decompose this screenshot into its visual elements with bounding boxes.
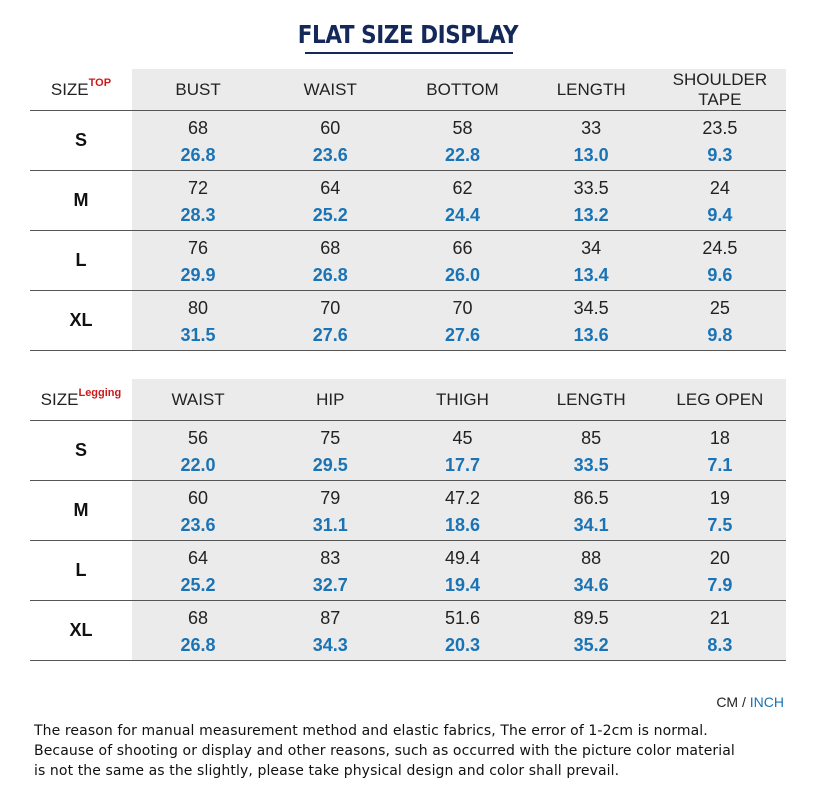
measurement-cell <box>132 171 264 231</box>
header-row <box>30 379 786 421</box>
measurement-cell <box>132 111 264 171</box>
measurement-cell <box>529 421 654 481</box>
cm-value: 76 <box>188 237 209 258</box>
cm-value: 83 <box>320 547 341 568</box>
size-label: L <box>30 231 132 291</box>
cm-value: 72 <box>188 177 209 198</box>
unit-inch: INCH <box>749 694 784 710</box>
measurement-cell <box>264 481 396 541</box>
inch-value: 13.6 <box>573 324 609 345</box>
measurement-cell <box>654 231 786 291</box>
cm-value: 80 <box>188 297 209 318</box>
measurement-cell <box>396 171 528 231</box>
measurement-cell <box>529 291 654 351</box>
inch-value: 7.1 <box>707 454 733 475</box>
inch-value: 20.3 <box>444 634 480 655</box>
measurement-cell <box>264 171 396 231</box>
column-header: LENGTH <box>529 379 654 421</box>
table-row <box>30 541 786 601</box>
cm-value: 64 <box>320 177 341 198</box>
cm-value: 21 <box>709 607 730 628</box>
legging-superscript: Legging <box>78 386 122 399</box>
measurement-cell <box>654 541 786 601</box>
cm-value: 24 <box>709 177 730 198</box>
measurement-cell <box>264 601 396 661</box>
column-header: LEG OPEN <box>654 379 786 421</box>
inch-value: 28.3 <box>180 204 216 225</box>
inch-value: 7.5 <box>707 514 733 535</box>
inch-value: 26.8 <box>180 144 216 165</box>
unit-legend <box>716 694 784 710</box>
measurement-cell <box>654 601 786 661</box>
cm-value: 79 <box>320 487 341 508</box>
table-row <box>30 421 786 481</box>
size-header: $SIZE^{TOP}$ <box>30 69 132 111</box>
inch-value: 25.2 <box>180 574 216 595</box>
measurement-cell <box>529 111 654 171</box>
measurement-cell <box>264 291 396 351</box>
measurement-cell <box>654 481 786 541</box>
cm-value: 70 <box>320 297 341 318</box>
measurement-cell <box>396 601 528 661</box>
measurement-cell <box>396 481 528 541</box>
measurement-cell <box>132 481 264 541</box>
measurement-cell <box>654 421 786 481</box>
measurement-cell <box>529 541 654 601</box>
cm-value: 66 <box>452 237 473 258</box>
table-row <box>30 171 786 231</box>
size-label: S <box>30 421 132 481</box>
inch-value: 17.7 <box>444 454 480 475</box>
cm-value: 33 <box>581 117 602 138</box>
footer-line: is not the same as the slightly, please take physical design and color shall prevail. <box>34 763 620 779</box>
cm-value: 18 <box>709 427 730 448</box>
column-header: LENGTH <box>529 69 654 111</box>
inch-value: 23.6 <box>312 144 348 165</box>
inch-value: 34.3 <box>312 634 348 655</box>
inch-value: 9.8 <box>707 324 733 345</box>
cm-value: 47.2 <box>444 487 480 508</box>
inch-value: 13.0 <box>573 144 609 165</box>
footer-line: Because of shooting or display and other reasons, such as occurred with the picture color material <box>34 743 735 759</box>
measurement-cell <box>529 231 654 291</box>
inch-value: 24.4 <box>444 204 480 225</box>
column-header: BUST <box>132 69 264 111</box>
cm-value: 34.5 <box>573 297 609 318</box>
size-label: M <box>30 481 132 541</box>
inch-value: 26.8 <box>180 634 216 655</box>
measurement-cell <box>264 111 396 171</box>
cm-value: 25 <box>709 297 730 318</box>
cm-value: 51.6 <box>444 607 480 628</box>
inch-value: 31.5 <box>180 324 216 345</box>
cm-value: 60 <box>188 487 209 508</box>
cm-value: 85 <box>581 427 602 448</box>
inch-value: 7.9 <box>707 574 733 595</box>
cm-value: 88 <box>581 547 602 568</box>
column-header: HIP <box>264 379 396 421</box>
measurement-cell <box>396 541 528 601</box>
inch-value: 35.2 <box>573 634 609 655</box>
unit-cm: CM <box>716 694 739 710</box>
cm-value: 23.5 <box>702 117 738 138</box>
cm-value: 68 <box>320 237 341 258</box>
cm-value: 75 <box>320 427 341 448</box>
inch-value: 18.6 <box>444 514 480 535</box>
measurement-cell <box>396 231 528 291</box>
cm-value: 64 <box>188 547 209 568</box>
unit-separator: / <box>741 694 746 710</box>
inch-value: 33.5 <box>573 454 609 475</box>
column-header: WAIST <box>264 69 396 111</box>
size-label: M <box>30 171 132 231</box>
measurement-cell <box>396 291 528 351</box>
inch-value: 29.5 <box>312 454 348 475</box>
column-header: SHOULDER TAPE <box>654 69 786 111</box>
measurement-cell <box>654 291 786 351</box>
inch-value: 31.1 <box>312 514 348 535</box>
measurement-cell <box>264 541 396 601</box>
inch-value: 27.6 <box>312 324 348 345</box>
cm-value: 24.5 <box>702 237 738 258</box>
cm-value: 49.4 <box>444 547 480 568</box>
size-label: S <box>30 111 132 171</box>
inch-value: 23.6 <box>180 514 216 535</box>
page-title: FLAT SIZE DISPLAY <box>297 20 519 49</box>
cm-value: 34 <box>581 237 602 258</box>
inch-value: 32.7 <box>312 574 348 595</box>
size-header: $SIZE^{Legging}$ <box>30 379 132 421</box>
inch-value: 19.4 <box>444 574 480 595</box>
inch-value: 26.0 <box>444 264 480 285</box>
inch-value: 22.0 <box>180 454 216 475</box>
cm-value: 60 <box>320 117 341 138</box>
inch-value: 13.4 <box>573 264 609 285</box>
top-superscript: TOP <box>88 76 112 89</box>
cm-value: 89.5 <box>573 607 609 628</box>
inch-value: 25.2 <box>312 204 348 225</box>
footer-note <box>34 721 794 781</box>
size-label: XL <box>30 601 132 661</box>
measurement-cell <box>132 421 264 481</box>
measurement-cell <box>529 601 654 661</box>
measurement-cell <box>529 481 654 541</box>
cm-value: 86.5 <box>573 487 609 508</box>
inch-value: 29.9 <box>180 264 216 285</box>
header-row <box>30 69 786 111</box>
table-row <box>30 481 786 541</box>
inch-value: 9.3 <box>707 144 733 165</box>
cm-value: 62 <box>452 177 473 198</box>
table-row <box>30 111 786 171</box>
column-header: BOTTOM <box>396 69 528 111</box>
inch-value: 8.3 <box>707 634 733 655</box>
inch-value: 9.6 <box>707 264 733 285</box>
measurement-cell <box>264 231 396 291</box>
measurement-cell <box>132 541 264 601</box>
cm-value: 20 <box>709 547 730 568</box>
cm-value: 45 <box>452 427 473 448</box>
table-row <box>30 231 786 291</box>
measurement-cell <box>132 291 264 351</box>
inch-value: 22.8 <box>444 144 480 165</box>
measurement-cell <box>264 421 396 481</box>
inch-value: 34.1 <box>573 514 609 535</box>
column-header: THIGH <box>396 379 528 421</box>
size-label: XL <box>30 291 132 351</box>
inch-value: 9.4 <box>707 204 733 225</box>
footer-line: The reason for manual measurement method and elastic fabrics, The error of 1-2cm is normal. <box>34 723 708 739</box>
table-row <box>30 601 786 661</box>
inch-value: 13.2 <box>573 204 609 225</box>
cm-value: 56 <box>188 427 209 448</box>
inch-value: 26.8 <box>312 264 348 285</box>
legging-size-table <box>30 379 786 661</box>
measurement-cell <box>396 111 528 171</box>
cm-value: 68 <box>188 117 209 138</box>
title-underline <box>305 52 513 54</box>
measurement-cell <box>132 231 264 291</box>
cm-value: 19 <box>709 487 730 508</box>
table-row <box>30 291 786 351</box>
cm-value: 58 <box>452 117 473 138</box>
size-label: L <box>30 541 132 601</box>
cm-value: 68 <box>188 607 209 628</box>
inch-value: 34.6 <box>573 574 609 595</box>
measurement-cell <box>396 421 528 481</box>
measurement-cell <box>132 601 264 661</box>
cm-value: 87 <box>320 607 341 628</box>
measurement-cell <box>654 111 786 171</box>
top-size-table <box>30 69 786 351</box>
cm-value: 33.5 <box>573 177 609 198</box>
measurement-cell <box>654 171 786 231</box>
cm-value: 70 <box>452 297 473 318</box>
inch-value: 27.6 <box>444 324 480 345</box>
measurement-cell <box>529 171 654 231</box>
column-header: WAIST <box>132 379 264 421</box>
